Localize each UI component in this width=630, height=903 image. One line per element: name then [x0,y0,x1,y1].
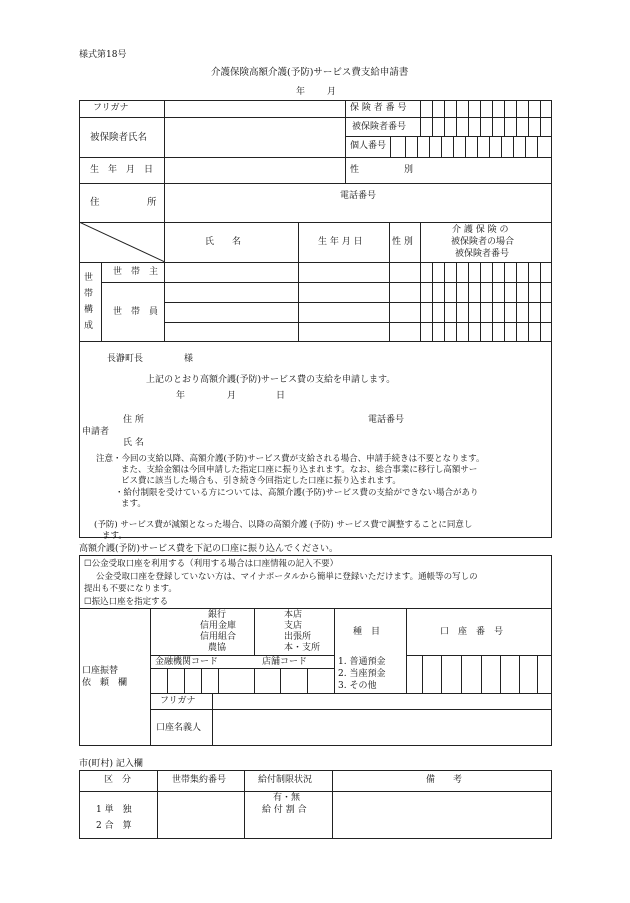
consent-line-1: (予防) サービス費が減額となった場合、以降の高額介護 (予防) サービス費で調整することに同意し [94,520,473,530]
category-single: 1 単 独 [96,805,132,815]
branch-type-4: 本・支所 [284,643,321,653]
household-col-insured-2: 被保険者の場合 [451,237,515,247]
household-insured-number-cells[interactable] [420,262,552,341]
form-number: 様式第18号 [79,50,127,60]
sama-label: 様 [184,354,194,364]
bank-option-1[interactable]: ☐公金受取口座を利用する（利用する場合は口座情報の記入不要） [84,559,339,569]
municipal-col-category: 区 分 [104,775,132,785]
transfer-label-1: 口座振替 [82,666,119,676]
sex-label-suffix: 別 [404,165,414,175]
restriction-yes-no: 有・無 [273,793,301,803]
bank-option-1-desc-1: 公金受取口座を登録していない方は、マイナポータルから簡単に登録いただけます。通帳等の写しの [96,572,478,582]
birthdate-label: 生 年 月 日 [90,165,154,175]
insured-name-label: 被保険者氏名 [90,132,148,143]
address-label-suffix: 所 [147,197,157,208]
holder-furigana-label: フリガナ [160,696,196,706]
bank-heading: 高額介護(予防)サービス費を下記の口座に振り込んでください。 [79,544,339,554]
note-line-4: ・給付制限を受けている方については、高額介護(予防)サービス費の支給ができない場合があり [115,488,479,498]
branch-code-cells[interactable] [254,668,334,693]
bank-option-2[interactable]: ☐振込口座を指定する [84,597,169,607]
household-head-label: 世 帯 主 [113,267,159,277]
request-year: 年 [176,391,186,401]
diagonal-line [79,222,165,262]
applicant-address-label: 住 所 [123,415,144,425]
branch-type-2: 支店 [284,621,303,631]
account-number-label: 口 座 番 号 [440,627,504,637]
restriction-rate: 給 付 割 合 [262,805,307,815]
note-line-3: ビス費に該当した場合も、引き続き今回指定した口座に振り込まれます。 [121,476,401,486]
municipal-frame [79,770,552,839]
applicant-label: 申請者 [82,427,110,437]
personal-number-label: 個人番号 [350,141,387,151]
bank-type-3: 信用組合 [200,632,237,642]
bank-option-1-desc-2: 提出も不要になります。 [84,584,177,594]
note-line-5: ます。 [121,499,146,509]
household-member-label: 世 帯 員 [113,307,159,317]
bank-type-2: 信用金庫 [200,621,237,631]
account-kind-1[interactable]: 1. 普通預金 [338,657,386,667]
category-combined: 2 合 算 [96,821,132,831]
page-title: 介護保険高額介護(予防)サービス費支給申請書 [211,67,409,78]
transfer-label-2: 依 頼 欄 [82,678,128,688]
household-col-sex: 性 別 [392,237,413,247]
holder-label: 口座名義人 [156,723,202,733]
municipal-col-remarks: 備 考 [426,775,463,785]
note-line-1: 注意・今回の支給以降、高額介護(予防)サービス費が支給される場合、申請手続きは不要となります。 [96,454,485,464]
branch-type-1: 本店 [284,610,303,620]
household-col-insured-3: 被保険者番号 [455,249,510,259]
household-col-name: 氏 名 [205,237,242,247]
bank-code-label: 金融機関コード [155,657,219,667]
bank-type-4: 農協 [208,643,227,653]
insured-number-cells[interactable] [420,117,552,136]
household-col-birth: 生 年 月 日 [318,237,363,247]
note-line-2: また、支給金額は今回申請した指定口座に振り込まれます。なお、総合事業に移行し高額サー [121,465,478,475]
request-statement: 上記のとおり高額介護(予防)サービス費の支給を申請します。 [146,375,396,385]
account-kind-2[interactable]: 2. 当座預金 [338,669,386,679]
household-side-3: 構 [84,305,94,315]
applicant-name-label: 氏 名 [123,438,144,448]
personal-number-cells[interactable] [405,136,549,157]
household-side-1: 世 [84,273,94,283]
address-label: 住 [90,197,100,208]
municipal-col-household: 世帯集約番号 [172,775,227,785]
date-month-label: 月 [327,87,337,97]
branch-type-3: 出張所 [284,632,312,642]
phone-label: 電話番号 [340,191,377,201]
household-side-4: 成 [84,321,94,331]
bank-type-1: 銀行 [208,610,227,620]
consent-line-2: ます。 [102,531,127,541]
request-day: 日 [276,391,286,401]
insurer-number-cells[interactable] [420,100,552,117]
applicant-phone-label: 電話番号 [368,415,405,425]
branch-code-label: 店舗コード [262,657,308,667]
request-month: 月 [227,391,237,401]
bank-code-cells[interactable] [150,668,218,693]
furigana-label: フリガナ [93,103,129,113]
insurer-number-label: 保 険 者 番 号 [350,103,407,113]
mayor-label: 長瀞町長 [107,354,144,364]
date-year-label: 年 [296,87,306,97]
household-col-insured-1: 介 護 保 険 の [452,225,509,235]
household-side-2: 帯 [84,289,94,299]
insured-number-label: 被保険者番号 [352,122,407,132]
sex-label: 性 [350,165,360,175]
account-type-label: 種 目 [353,627,381,637]
account-kind-3[interactable]: 3. その他 [338,681,377,691]
municipal-heading: 市(町村) 記入欄 [79,759,143,769]
municipal-col-restriction: 給付制限状況 [258,775,313,785]
